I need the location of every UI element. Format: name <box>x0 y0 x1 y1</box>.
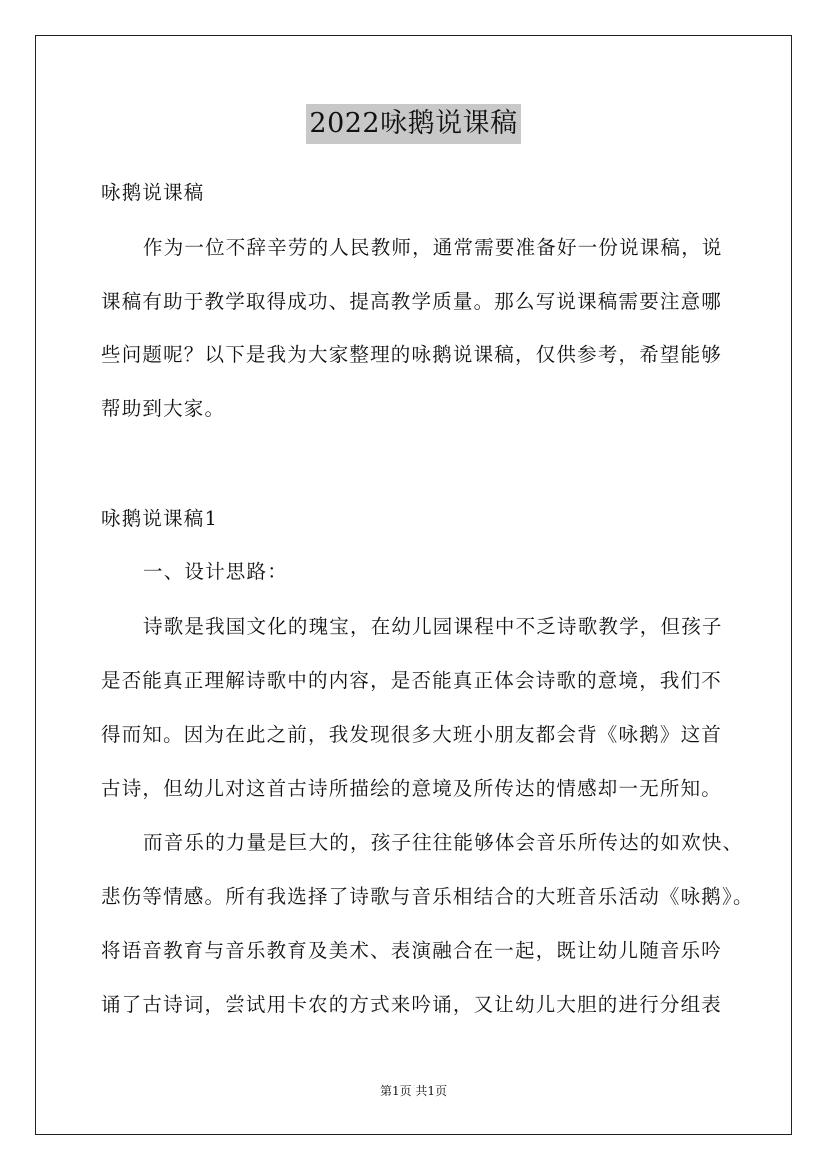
title-wrapper <box>0 104 827 144</box>
page-indicator: 第1页 共1页 <box>379 1084 448 1098</box>
document-title: 2022咏鹅说课稿 <box>306 104 520 144</box>
paragraph-line: 将语音教育与音乐教育及美术、表演融合在一起，既让幼儿随音乐吟 <box>101 939 723 962</box>
subsection-heading: 一、设计思路： <box>143 560 288 583</box>
intro-line: 作为一位不辞辛劳的人民教师，通常需要准备好一份说课稿，说 <box>143 236 723 259</box>
document-subtitle: 咏鹅说课稿 <box>101 181 205 204</box>
paragraph-line: 悲伤等情感。所有我选择了诗歌与音乐相结合的大班音乐活动《咏鹅》。 <box>101 885 754 908</box>
paragraph-line: 得而知。因为在此之前，我发现很多大班小朋友都会背《咏鹅》这首 <box>101 723 723 746</box>
paragraph-line: 而音乐的力量是巨大的，孩子往往能够体会音乐所传达的如欢快、 <box>143 831 744 854</box>
paragraph-line: 诵了古诗词，尝试用卡农的方式来吟诵，又让幼儿大胆的进行分组表 <box>101 993 723 1016</box>
section-heading: 咏鹅说课稿1 <box>101 507 219 530</box>
paragraph-line: 古诗，但幼儿对这首古诗所描绘的意境及所传达的情感却一无所知。 <box>101 777 723 800</box>
intro-line: 帮助到大家。 <box>101 397 226 420</box>
paragraph-line: 是否能真正理解诗歌中的内容，是否能真正体会诗歌的意境，我们不 <box>101 669 723 692</box>
intro-line: 些问题呢？以下是我为大家整理的咏鹅说课稿，仅供参考，希望能够 <box>101 343 723 366</box>
intro-line: 课稿有助于教学取得成功、提高教学质量。那么写说课稿需要注意哪 <box>101 290 723 313</box>
paragraph-line: 诗歌是我国文化的瑰宝，在幼儿园课程中不乏诗歌教学，但孩子 <box>143 615 723 638</box>
